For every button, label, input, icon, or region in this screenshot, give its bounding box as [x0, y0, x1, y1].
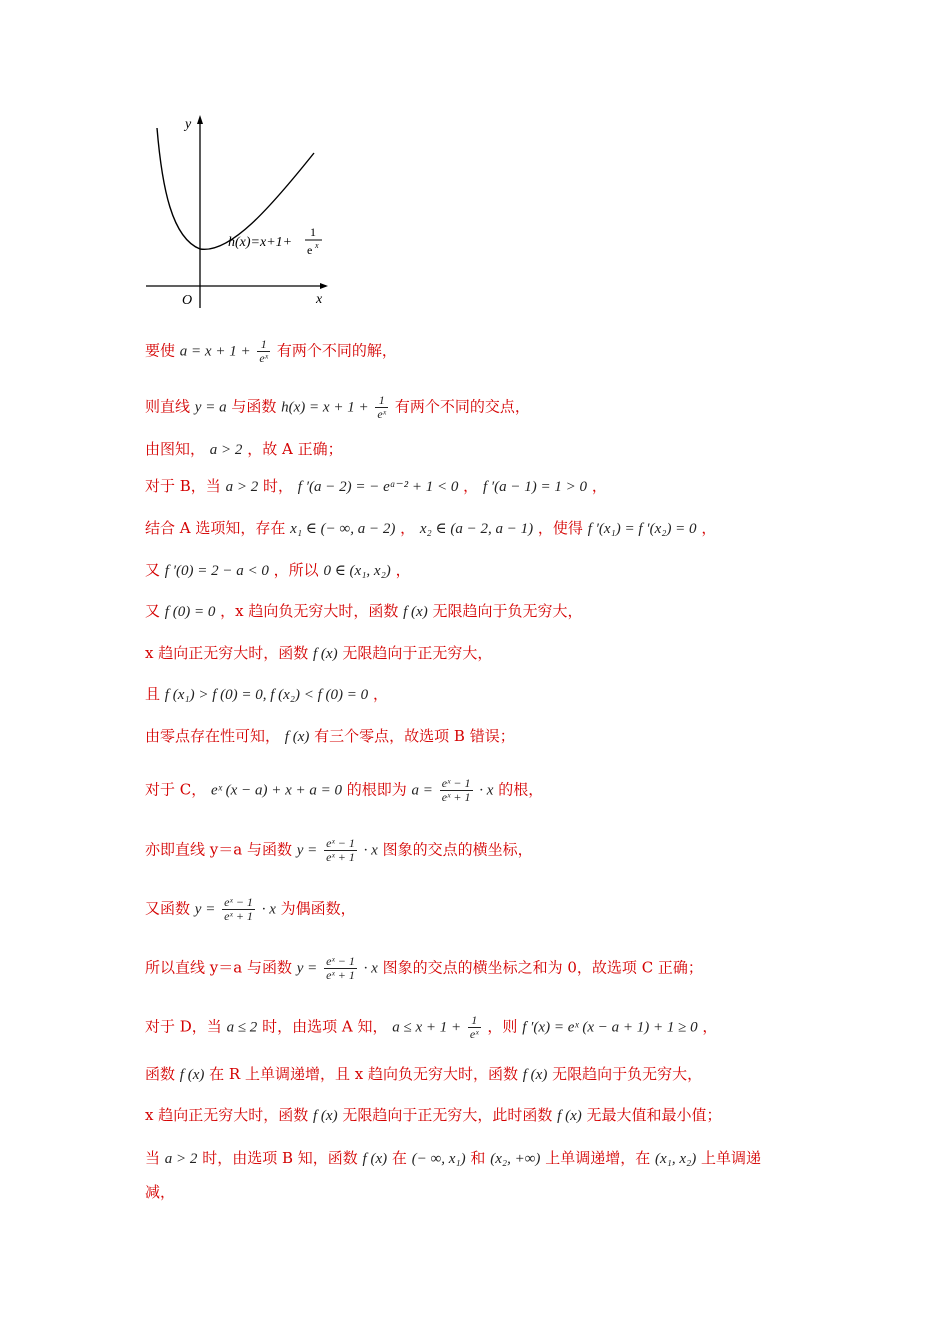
fraction — [324, 955, 357, 982]
solution-line-8 — [145, 643, 492, 664]
fraction-numerator: eˣ − 1 — [441, 776, 471, 790]
fraction-denominator: eˣ — [259, 351, 269, 365]
math: a > 2 — [209, 442, 243, 458]
math: (− ∞, x₁) — [411, 1151, 466, 1167]
math: f ′(a − 1) = 1 > 0 — [482, 479, 588, 495]
text: ，使得 — [537, 519, 583, 537]
x-axis-arrow — [320, 283, 328, 289]
text: 的根即为 — [346, 780, 407, 799]
text: 时， — [262, 477, 293, 495]
fraction-denominator: eˣ + 1 — [326, 968, 355, 982]
solution-line-17 — [145, 1105, 722, 1126]
text: 亦即直线 y＝a 与函数 — [145, 840, 292, 859]
text: ，则 — [487, 1017, 518, 1036]
text: 图象的交点的横坐标， — [382, 840, 533, 859]
math: y = — [296, 842, 318, 859]
math: y = — [296, 960, 318, 977]
math: a = x + 1 + — [179, 343, 251, 360]
text: 无限趋向于负无穷大， — [432, 602, 583, 620]
text: 由图知， — [145, 440, 206, 458]
function-graph — [140, 108, 340, 314]
math: a ≤ x + 1 + — [392, 1019, 462, 1036]
solution-line-2 — [145, 394, 530, 421]
text: 所以直线 y＝a 与函数 — [145, 958, 292, 977]
text: ，x 趋向负无穷大时，函数 — [220, 602, 399, 620]
text: 对于 C， — [145, 780, 207, 799]
solution-line-19 — [145, 1182, 175, 1202]
math: a > 2 — [164, 1151, 198, 1167]
text: 又 — [145, 602, 161, 620]
solution-line-13 — [145, 896, 356, 923]
math: f (x) — [522, 1067, 548, 1083]
math: f ′(x₁) = f ′(x₂) = 0 — [587, 521, 697, 537]
fraction — [440, 777, 473, 804]
math: f (x) — [284, 729, 310, 745]
math: f (x) — [557, 1108, 582, 1124]
math: y = a — [194, 399, 227, 416]
fraction-denominator: eˣ — [469, 1027, 479, 1041]
math: a ≤ 2 — [226, 1019, 258, 1036]
text: x 趋向正无穷大时，函数 — [145, 1106, 309, 1124]
curve-label: h(x)=x+1+ — [228, 235, 293, 250]
solution-line-14 — [145, 955, 703, 982]
solution-line-4 — [145, 476, 607, 497]
fraction — [375, 394, 388, 421]
solution-line-3 — [145, 439, 343, 460]
math: f (x) — [403, 604, 428, 620]
math: x₂ ∈ (a − 2, a − 1) — [419, 521, 534, 537]
text: 函数 — [145, 1065, 176, 1083]
text: ， — [463, 477, 479, 495]
text: 在 R 上单调递增，且 x 趋向负无穷大时，函数 — [209, 1065, 518, 1083]
math: 0 ∈ (x₁, x₂) — [323, 563, 391, 579]
curve-label-numerator: 1 — [310, 225, 316, 239]
text: 在 — [391, 1149, 407, 1167]
fraction-numerator: eˣ − 1 — [326, 836, 355, 850]
text: 对于 B，当 — [145, 477, 221, 495]
math: f (x) — [313, 646, 338, 662]
y-axis-arrow — [197, 115, 203, 124]
text: 对于 D，当 — [145, 1017, 222, 1036]
graph-svg — [140, 108, 340, 314]
text: 无限趋向于正无穷大，此时函数 — [342, 1106, 553, 1124]
curve-label-denominator-exponent: x — [315, 241, 319, 250]
text: 有两个不同的交点， — [394, 397, 530, 416]
fraction-numerator: eˣ − 1 — [224, 895, 253, 909]
solution-line-18 — [145, 1148, 761, 1169]
text: 则直线 — [145, 397, 191, 416]
text: ，故 A 正确； — [247, 440, 343, 458]
math: x₁ ∈ (− ∞, a − 2) — [290, 521, 396, 537]
text: 要使 — [145, 341, 176, 360]
math: f (x) — [362, 1151, 388, 1167]
math: f ′(a − 2) = − eᵃ⁻² + 1 < 0 — [297, 479, 459, 495]
text: ， — [591, 477, 607, 495]
solution-line-15 — [145, 1014, 717, 1041]
math: f ′(x) = eˣ (x − a + 1) + 1 ≥ 0 — [522, 1019, 698, 1036]
math: f (x₁) > f (0) = 0, f (x₂) < f (0) = 0 — [164, 687, 369, 703]
text: 无限趋向于正无穷大， — [342, 644, 493, 662]
text: 为偶函数， — [280, 899, 356, 918]
text: 和 — [470, 1149, 486, 1167]
text: 无限趋向于负无穷大， — [552, 1065, 703, 1083]
fraction — [257, 338, 270, 365]
solution-line-1 — [145, 338, 397, 365]
text: 时，由选项 A 知， — [262, 1017, 388, 1036]
text: 由零点存在性可知， — [145, 727, 281, 745]
fraction-numerator: 1 — [375, 394, 388, 408]
text: 上单调递增，在 — [545, 1149, 651, 1167]
text: 图象的交点的横坐标之和为 0，故选项 C 正确； — [382, 958, 703, 977]
text: 当 — [145, 1149, 161, 1167]
origin-label: O — [182, 293, 193, 308]
solution-line-10 — [145, 726, 515, 747]
math: a = — [411, 782, 433, 799]
text: 又 — [145, 561, 161, 579]
math: y = — [194, 901, 216, 918]
text: 的根， — [498, 780, 544, 799]
solution-line-11 — [145, 777, 543, 804]
curve-h — [157, 128, 314, 249]
math: f (0) = 0 — [164, 604, 216, 620]
math: f ′(0) = 2 − a < 0 — [164, 563, 269, 579]
fraction — [324, 837, 357, 864]
text: 减， — [145, 1183, 176, 1201]
math: (x₁, x₂) — [654, 1151, 697, 1167]
fraction-denominator: eˣ + 1 — [326, 850, 355, 864]
text: ， — [400, 519, 416, 537]
text: ， — [702, 1017, 718, 1036]
curve-label-denominator: e — [307, 243, 313, 257]
text: 时，由选项 B 知，函数 — [202, 1149, 358, 1167]
x-axis-label: x — [316, 292, 323, 307]
math: a > 2 — [225, 479, 259, 495]
math: f (x) — [179, 1067, 205, 1083]
fraction-numerator: eˣ − 1 — [326, 954, 355, 968]
fraction-denominator: eˣ — [377, 407, 387, 421]
math: · x — [261, 901, 276, 918]
math: f (x) — [313, 1108, 338, 1124]
fraction — [468, 1014, 481, 1041]
solution-line-7 — [145, 601, 583, 622]
fraction-numerator: 1 — [468, 1014, 481, 1028]
text: 无最大值和最小值； — [586, 1106, 722, 1124]
solution-line-6 — [145, 560, 411, 581]
solution-line-12 — [145, 837, 533, 864]
text: 与函数 — [231, 397, 277, 416]
fraction-denominator: eˣ + 1 — [224, 909, 253, 923]
text: 有三个零点，故选项 B 错误； — [314, 727, 515, 745]
math: · x — [479, 782, 494, 799]
text: 有两个不同的解， — [276, 341, 397, 360]
solution-line-16 — [145, 1064, 702, 1085]
text: 上单调递 — [701, 1149, 762, 1167]
text: 且 — [145, 685, 161, 703]
math: · x — [363, 842, 378, 859]
fraction-denominator: eˣ + 1 — [441, 790, 471, 804]
math: · x — [363, 960, 378, 977]
y-axis-label: y — [185, 117, 192, 132]
fraction-numerator: 1 — [257, 338, 270, 352]
solution-line-9 — [145, 684, 388, 705]
math: (x₂, +∞) — [490, 1151, 541, 1167]
math: h(x) = x + 1 + — [281, 399, 369, 416]
text: ， — [701, 519, 717, 537]
fraction — [222, 896, 255, 923]
text: ， — [372, 685, 388, 703]
text: 又函数 — [145, 899, 191, 918]
text: x 趋向正无穷大时，函数 — [145, 644, 309, 662]
text: ， — [395, 561, 411, 579]
solution-line-5 — [145, 518, 716, 539]
math: eˣ (x − a) + x + a = 0 — [211, 782, 342, 799]
text: ，所以 — [273, 561, 319, 579]
text: 结合 A 选项知，存在 — [145, 519, 286, 537]
